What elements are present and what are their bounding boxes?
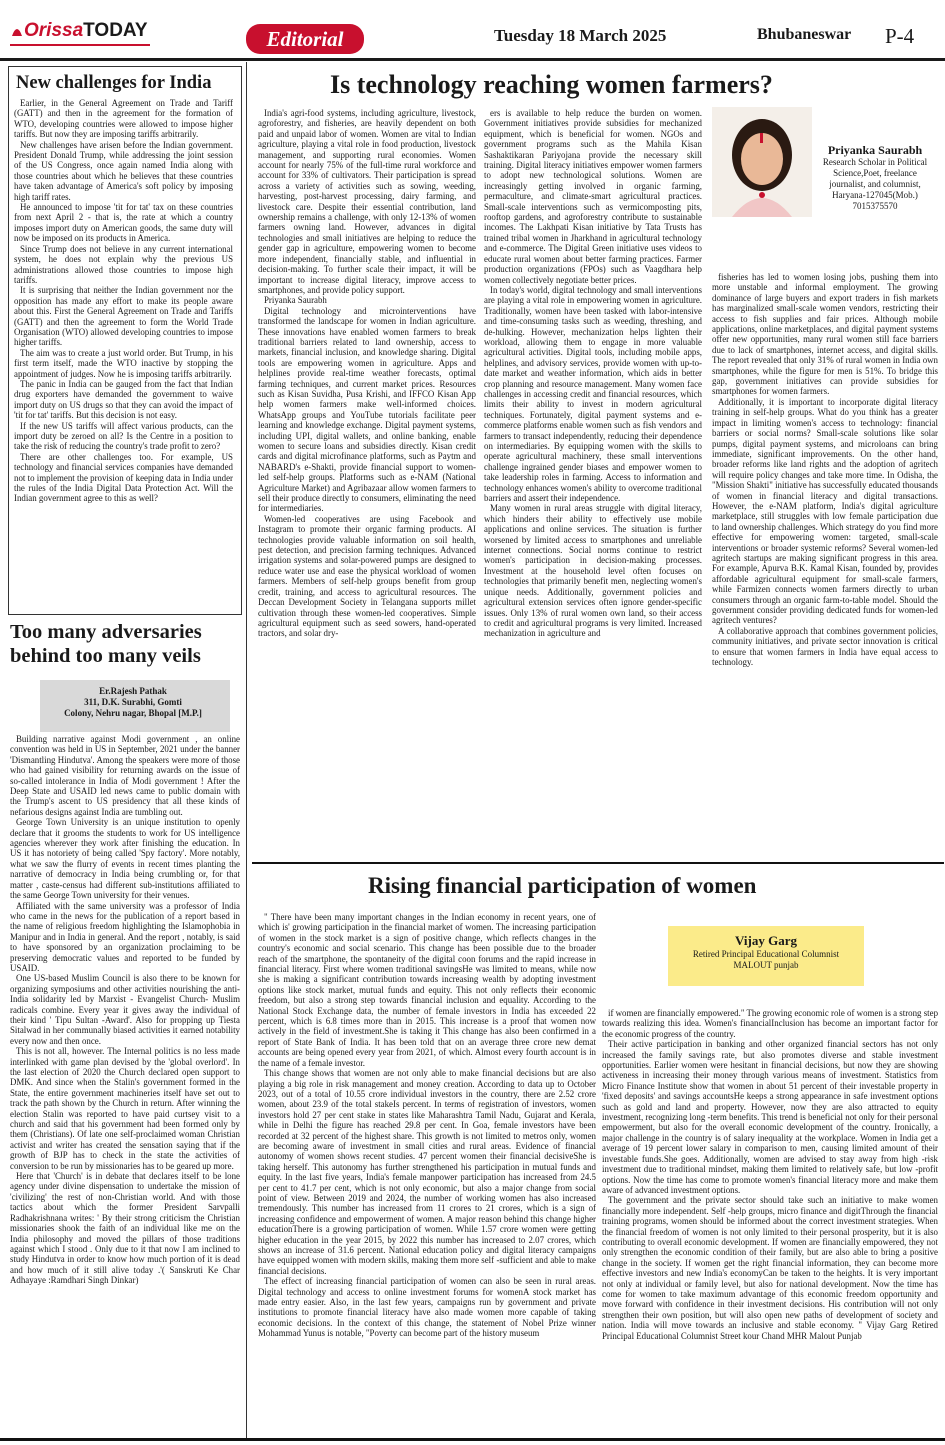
bio-line: 7015375570 (852, 201, 898, 211)
section-badge: Editorial (246, 24, 364, 54)
paragraph: The effect of increasing financial participation of women can also be seen in rural areas. Digital technology and access to online investment forums for womenA stock market has made entry easier. Also, in the last few years, campaigns run by government and private institutions to promote financial literacy have also made women more capable of taking economic decisions. In the context of this change, the statement of Nobel Prize winner Mohammad Yunus is notable, "Poverty can become part of the history museum (258, 1276, 596, 1339)
logo-underline (10, 44, 150, 46)
paragraph: Digital technology and microinterventions have transformed the landscape for women in Indian agriculture. These innovations have enabled women farmers to break traditional barriers related to land ownership, access to markets, financial inclusion, and knowledge sharing. Digital tools are empowering women in agriculture. Apps and helplines provide real-time weather forecasts, optimal farming techniques, and current market prices. Resources such as Kisan Suvidha, Pusa Krishi, and IFFCO Kisan App help women farmers make well-informed choices. WhatsApp groups and YouTube tutorials facilitate peer learning and knowledge exchange. Digital payment systems, including UPI, digital wallets, and online banking, enable women to secure loans and subsidies directly. Kisan credit cards and digital microfinance platforms, such as Paytm and NABARD's e-Shakti, provide financial support to women-led self-help groups. Platforms such as e-NAM (National Agriculture Market) and Agribazaar allow women farmers to sell their produce directly to consumers, eliminating the need for intermediaries. (258, 305, 476, 514)
article-col-3-women-farmers (712, 272, 938, 856)
paragraph: if women are financially empowered." The growing economic role of women is a strong step towards realizing this idea. Women's financialInclusion has become an important factor for the economic progress of the country. (602, 1008, 938, 1039)
article-body-adversaries (10, 734, 240, 1436)
author-photo (712, 107, 812, 217)
article-divider-main (252, 862, 944, 864)
article-title-women-farmers[interactable]: Is technology reaching women farmers? (330, 70, 773, 99)
issue-date: Tuesday 18 March 2025 (494, 26, 667, 45)
paragraph: Their active participation in banking and other organized financial sectors has not only increased the family savings rate, but also promotes diverse and stable investment opportunities. Earlier women were hesitant in financial decisions, but now they are showing activeness in increasing their money through various means of investment. Statistics from Micro Finance Institute show that women in about 51 percent of their investable property in 'fixed deposits' and savings accountsHe keeps a strong appearance in safe investment options such as gold and land and property. However, now they are also attracted to equity investment, recognizing long -term benefits. This trend is beneficial not only for their personal empowerment, but also for the overall economic development of the country. Ironically, a major challenge in the country is of salary inequality at the workplace. Women in India get a average of 19 percent lower salary in comparison to men, causing limited amount of their investable funds.She goes. Additionally, women are advised to stay away from high -risk investment due to traditional mindset, making them limited to relatively safe, but low -profit options. Now the time has come to promote women's financial literacy more and make them aware of advanced investment options. (602, 1039, 938, 1195)
paragraph: Many women in rural areas struggle with digital literacy, which hinders their ability to effectively use mobile applications and online services. The situation is further worsened by limited access to smartphones and unreliable internet connections. Social norms continue to restrict women's participation in decision-making processes. Investment at the household level often focuses on technologies that primarily benefit men, neglecting women's unique needs. Additionally, government policies and agricultural extension services often ignore gender-specific issues. Only 13% of rural women own land, so their access to credit and agricultural programs is very limited. Increased mechanization in agriculture and (484, 503, 702, 639)
paragraph: This is not all, however. The Internal politics is no less made interlinked with game plan devised by the 'global overlord'. In the last election of 2020 the Church declared open support to DMK. And since when the Stalin's government formed in the State, the entire government machineries itself have set out to track the path shown by the Church in return. After winning the election Stalin was reported to have paid curtsey visit to a church and said that his government had been formed only by them (Christians). Of late one self-proclaimed woman Christian activist and writer has created the sensation saying that if the growth of BJP has to check in the state the activities of conversion to be run by missionaries has to be geared up more. (10, 1046, 240, 1171)
paragraph: Priyanka Saurabh (264, 295, 327, 306)
paragraph: The panic in India can be gauged from the fact that Indian drug exporters have demanded the government to waive import duty on US drugs so that they can avoid the impact of 'tit for tat' tariffs. But this decision is not easy. (14, 378, 233, 421)
paragraph: One US-based Muslim Council is also there to be known for organizing symposiums and other activities nourishing the anti-India solidarity led by Marxist - Evangelist Church- Muslim radicals combine. Every year it gives away the individual of their kind ' Tipu Sultan -Award'. Also for propping up Tiesta Sitalwad in her communally biased activities it earned notability every now and then once. (10, 973, 240, 1046)
page-bottom-rule (0, 1438, 945, 1441)
bio-line: Science,Poet, freelance (833, 168, 917, 178)
author-box-garg (668, 926, 864, 986)
paragraph: Affiliated with the same university was a professor of India who came in the news for the publication of a report based in the name of religious freedom highlighting the Islamophobia in Manipur and in India in general. And the report , notably, is said to have sponsored by an organization proclaiming to be preserving democratic values and reported to be funded by USAID. (10, 900, 240, 973)
paragraph: The aim was to create a just world order. But Trump, in his first term itself, made the WTO inactive by stopping the appointment of judges. Now he is imposing tariffs arbitrarily. (14, 347, 233, 379)
bio-line: journalist, and columnist, (829, 179, 921, 189)
article-divider (8, 614, 240, 615)
newspaper-logo[interactable] (10, 20, 150, 48)
paragraph: A collaborative approach that combines government policies, community initiatives, and private sector innovation is critical to ensure that women farmers in India have equal access to technology. (712, 625, 938, 668)
paragraph: The government and the private sector should take such an initiative to make women financially more independent. Self -help groups, micro finance and digitThrough the financial training programs, women should be informed about the correct investment strategies. When the financial freedom of women is not only limited to their personal prosperity, but it is also contributing to overall economic development. If women are financially empowered, they not only strengthen the economic condition of their family, but are also able to bring a positive change in the society. If women get the right financial information, they can become more effective investors and new India's economyCan be taken to the heights. It is very important not only at individual or family level, but also for national development. Now the time has come for women to take maximum advantage of this economic freedom opportunity and move forward with confidence in their investment decisions. His contribution will not only strengthen their own position, but will also open new paths of development of society and nation. India will move towards an inclusive and stable economy. " Vijay Garg Retired Principal Educational Columnist Street kour Chand MHR Malout Punjab (602, 1195, 938, 1341)
paragraph: Additionally, it is important to incorporate digital literacy training in self-help groups. What do you think has a greater impact in limiting women's access to technology: financial barriers or social norms? Small-scale solutions like solar pumps, digital payment systems, and microloans can bring immediate, significant improvements. On the other hand, broader reforms like land rights and the adoption of agritech will require policy changes and take more time. In Odisha, the "Mission Shakti" initiative has successfully educated thousands of women in financial literacy and digital transactions. However, the e-NAM platform, India's digital agriculture marketplace, still struggles with low female participation due to land ownership challenges. Which strategy do you find more effective for empowering women: targeted, small-scale interventions or broader systemic reforms? Several women-led agritech startups are making significant progress in this area. For example, Apurva B.K. Kamal Kisan, founded by, provides affordable agricultural equipment for small-scale farmers, while Farmizen connects women farmers directly to urban consumers through an organic farm-to-table model. Should the government consider providing dedicated funds for women-led agritech ventures? (712, 396, 938, 626)
paragraph: Building narrative against Modi government , an online convention was held in US in September, 2021 under the banner 'Dismantling Hindutva'. Among the speakers were more of those who had gained visibility for returning awards on the issue of so-called intolerance in India of Modi government ! After the Deep State and USAID led news came to public domain with the Trump's ascent to US presidency that all these kinds of nefarious designs against India are tumbling out. (10, 734, 240, 817)
paragraph: George Town University is an unique institution to openly declare that it grooms the students to work for US intelligence agencies wherever they work after finishing the education. In US it has notoriety of being called 'Spy factory'. More notably, what we saw the flurry of events in recent times planting the narrative of democracy in India being crumbling or, for that matter , caste-census had different sub-institutions affiliated to the same George Town university for their venues. (10, 817, 240, 901)
logo-word-orissa: Orissa (24, 20, 84, 41)
paragraph: Earlier, in the General Agreement on Trade and Tariff (GATT) and then in the agreement for the formation of WTO, developing countries were allowed to impose higher tariffs. But now they are imposing tariffs arbitrarily. (14, 98, 233, 140)
paragraph: Women-led cooperatives are using Facebook and Instagram to promote their organic farming products. AI technologies provide valuable information on soil health, pest detection, and precision farming techniques. Advanced irrigation systems and solar-powered pumps are designed to reduce water use and ease the physical workload of women farmers. Members of self-help groups benefit from group credit, training, and access to agricultural resources. The Deccan Development Society in Telangana supports millet cultivation through these women-led cooperatives. Simple agricultural equipment such as seed sowers, hand-operated tractors, and solar dry- (258, 513, 476, 639)
paragraph: ers is available to help reduce the burden on women. Government initiatives provide subsidies for mechanized equipment, which is beneficial for women. NGOs and government programs such as the Mahila Kisan Sashaktikaran Pariyojana provide the necessary skill training. Digital literacy initiatives empower women farmers to adopt new technological solutions. Women are increasingly getting involved in organic farming, permaculture, and climate-smart agricultural practices. Small-scale interventions such as vermicomposting pits, rooftop gardens, and agroforestry contribute to sustainable incomes. The Lakhpati Kisan initiative by Tata Trusts has trained tribal women in Jharkhand in agricultural technology and e-commerce. The Digital Green initiative uses videos to educate rural women about better farming practices. Farmer production organizations (FPOs) such as Vaagdhara help women collectively negotiate better prices. (484, 108, 702, 285)
author-bio-saurabh (812, 145, 938, 212)
masthead (0, 0, 945, 61)
byline-address-2: Colony, Nehru nagar, Bhopal [M.P.] (64, 708, 202, 718)
paragraph: " There have been many important changes in the Indian economy in recent years, one of which is' growing participation in the financial market of women. The increasing participation of women in the stock market is a sign of positive change, which reflects changes in the country's economic and social scenario. This change has been possible due to the broader reach of the smartphone, the spontaneity of the digital coon forums and the rapid increase in financial literacy. First where women traditional savingsHe was limited to means, while now she is making a significant contribution towards increasing wealth by adopting investment options like stock market, mutual funds and equity. This not only reflects their economic freedom, but also a strong step towards financial inclusion and equality. According to the National Stock Exchange data, the number of female investors in India has exceeded 22 percent, which is 6.8 times more than in 2015. This increase is a proof that women now actively in the field of investment.She is taking it This change has also been confirmed in a report of State Bank of India. It has been told that on an average three crore new demat accounts are being opened every year from 2021, of which. Almost every fourth account is in the name of a female investor. (258, 912, 596, 1068)
lamp-icon (10, 22, 24, 38)
paragraph: In today's world, digital technology and small interventions are playing a vital role in empowering women in agriculture. Traditionally, women have been tasked with labor-intensive and time-consuming tasks such as weeding, threshing, and de-hulking. However, mechanization helps lighten their workload, allowing them to engage in more valuable agricultural activities. Digital tools, including mobile apps, helplines, and advisory services, provide women with up-to-date market and weather information, which aids in better crop planning and resource management. Many women face challenges in accessing credit and financial resources, which limits their ability to invest in modern agricultural techniques. Fortunately, digital payment systems and e-commerce platforms enable women such as fish vendors and farmers to transact independently, reducing their dependence on intermediaries. By equipping women with the skills to operate agricultural machinery, these small interventions challenge ingrained gender biases and empower women to take leadership roles in farming. Access to information and technology enhances women's ability to overcome traditional barriers and assert their independence. (484, 284, 702, 504)
byline-pathak (58, 686, 208, 719)
author-role: Retired Principal Educational Columnist (692, 949, 840, 959)
paragraph: Here that 'Church' is in debate that declares itself to be lone agency under divine dispensation to undertake the mission of 'civilizing' the rest of non-Christian world. And with those tactics about which the former President Sarvpalli Radhakrishnana writes: ' By their strong criticism the Christian missionaries shook the faith of an individual like me on the India philosophy and moved the pillars of those traditions against which I stood . Only due to it that now I am inclined to study Hindutva in order to know how much portion of it is dead and how much of it still alive today .'( Sanskruti Ke Char Adhayaye :Ramdhari Singh Dinkar) (10, 1171, 240, 1286)
paragraph: He announced to impose 'tit for tat' tax on these countries from next April 2 - that is, the rate at which a country imposes import duty on American goods, the same duty will now be imposed on its products in America. (14, 202, 233, 244)
paragraph: If the new US tariffs will affect various products, can the import duty be zeroed on all? Is the Centre in a position to take the risk of reducing the country's trade profit to zero? (14, 420, 233, 452)
edition-city: Bhubaneswar (757, 26, 852, 43)
article-title-new-challenges[interactable]: New challenges for India (16, 73, 212, 93)
logo-word-today: TODAY (83, 20, 148, 41)
author-location: MALOUT punjab (733, 960, 799, 970)
column-rule (246, 62, 247, 1440)
author-name: Vijay Garg (735, 933, 797, 948)
article-col-1-women-farmers (258, 108, 476, 856)
byline-address-1: 311, D.K. Surabhi, Gomti (84, 697, 182, 707)
bio-line: Haryana-127045(Mob.) (832, 190, 918, 200)
page-number: P-4 (885, 24, 915, 48)
paragraph: It is surprising that neither the Indian government nor the opposition has made any effort to make its people aware about this. First the General Agreement on Trade and Tariffs (GATT) and then the agreement to form the World Trade Organisation (WTO) allowed developing countries to impose higher tariffs. (14, 285, 233, 348)
byline-name: Er.Rajesh Pathak (99, 686, 167, 696)
article-col-2-women-farmers (484, 108, 702, 856)
article-col-1-financial (258, 912, 596, 1432)
portrait-illustration (712, 107, 812, 217)
paragraph: India's agri-food systems, including agriculture, livestock, agroforestry, and fisheries, are heavily dependent on both paid and unpaid labor of women. Women are vital to Indian agriculture, playing a vital role in food production, livestock management, and supporting rural economies. Women account for nearly 75% of the full-time rural workforce and account for 33% of cultivators. Their participation is spread across a variety of activities such as sowing, weeding, harvesting, post-harvest processing, dairy farming, and livestock care. Despite their essential contribution, land ownership remains a challenge, with only 12-13% of women farmers owning land. However, advances in digital technologies and small initiatives are helping to reduce the gender gap in agriculture, empowering women to become more independent, financially stable, and influential in decision-making. To further scale their impact, it will be important to increase digital literacy, improve access to smartphones, and provide policy support. (258, 108, 476, 295)
paragraph: fisheries has led to women losing jobs, pushing them into more unstable and informal employment. The growing dominance of large buyers and export traders in fish markets has marginalized small-scale women vendors, restricting their access to fish supplies and fair prices. Although mobile applications, online marketplaces, and digital payment systems offer new opportunities, many rural women still face barriers due to lack of smartphones, internet access, and digital skills. The report revealed that only 31% of rural women in India own smartphones, while the figure for men is 51%. To bridge this gap, government initiatives can provide subsidies for smartphones for women farmers. (712, 272, 938, 397)
article-title-adversaries[interactable]: Too many adversaries behind too many veils (10, 621, 202, 667)
paragraph: There are other challenges too. For example, US technology and financial services companies have demanded not to implement the provision of keeping data in India under the rules of the India Digital Data Protection Act. Will the Indian government agree to this as well? (14, 451, 233, 504)
paragraph: New challenges have arisen before the Indian government. President Donald Trump, while addressing the joint session of the US Congress, once again named India along with those countries about which he believes that these countries have taken advantage of America's soft policy by imposing high tariff rates. (14, 139, 233, 202)
article-body-new-challenges (14, 98, 233, 610)
article-title-financial-participation[interactable]: Rising financial participation of women (368, 873, 757, 898)
paragraph: This change shows that women are not only able to make financial decisions but are also playing a big role in risk management and money creation. According to data up to October 2023, out of a total of 10.55 crore individual investors in the country, there are 2.52 crore women, about 23.9 of the total stakeIs percent. In terms of registration of investors, women investors hold 27 per cent stake in states like Maharashtra Tamil Nadu, Gujarat and Kerala, while in Delhi the figure has reached 29.8 per cent. In Goa, female investors have been recorded at 32 percent of the highest share. This growth is not limited to metros only, women are becoming aware of investment in small cities and rural areas. Evidence of financial autonomy of women shows recent studies. 47 percent women their financial decisiveShe is taking herself. This autonomy has further strengthened his participation in mutual funds and equity. In the last five years, India's female manpower participation has increased from 24.5 per cent to 41.7 per cent, which is not only economic, but also a major change from social point of view. Between 2019 and 2024, the number of working women has also increased tremendously. This number has increased from 11 crores to 21 crores, which is a sign of increasing confidence and empowerment of women. A major reason behind this change higher educationThere is a growing participation of women. While 1.57 crore women were getting higher education in the year 2015, by 2022 this number has increased to 2.07 crores, which shows an increase of 31.6 percent. National education policy and digital literacy campaigns have equipped women with modern skills, making them more self -sufficient and able to make financial decisions. (258, 1068, 596, 1276)
paragraph: Since Trump does not believe in any current international system, he does not explain why the previous US administrations allowed those countries to impose high tariffs. (14, 243, 233, 285)
article-col-2-financial (602, 1008, 938, 1432)
bio-line: Research Scholar in Political (822, 157, 928, 167)
author-name: Priyanka Saurabh (827, 143, 923, 157)
